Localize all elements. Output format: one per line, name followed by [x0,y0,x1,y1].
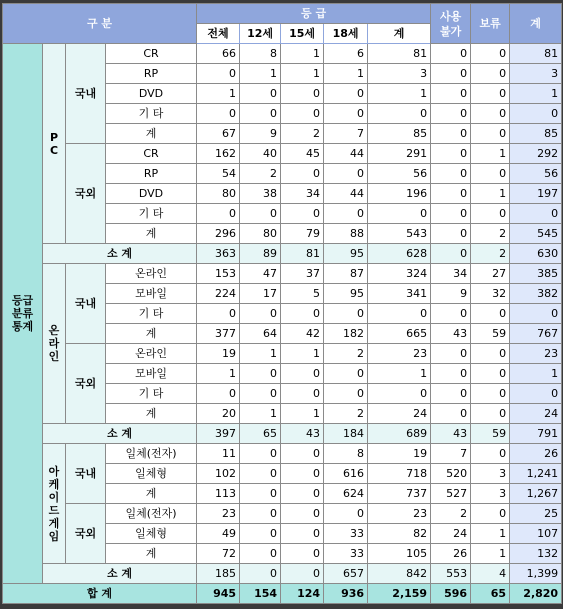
cell-value: 0 [324,384,368,404]
row-label: CR [106,144,197,164]
cell-value: 33 [324,544,368,564]
cell-value: 0 [240,544,281,564]
grand-total-value: 65 [471,584,510,604]
cell-value: 0 [240,364,281,384]
group-label: 국외 [66,344,106,424]
cell-value: 0 [431,104,471,124]
cell-value: 0 [281,484,324,504]
subtotal-value: 4 [471,564,510,584]
cell-value: 6 [324,44,368,64]
cell-value: 27 [471,264,510,284]
subtotal-value: 628 [368,244,431,264]
cell-value: 382 [510,284,562,304]
cell-value: 3 [510,64,562,84]
cell-value: 8 [324,444,368,464]
table-row [3,504,562,524]
cell-value: 42 [281,324,324,344]
cell-value: 2 [324,344,368,364]
cell-value: 0 [324,104,368,124]
row-label: CR [106,44,197,64]
cell-value: 0 [431,64,471,84]
cell-value: 0 [324,204,368,224]
cell-value: 67 [197,124,240,144]
cell-value: 0 [431,84,471,104]
cell-value: 102 [197,464,240,484]
row-label: 온라인 [106,264,197,284]
cell-value: 385 [510,264,562,284]
cell-value: 0 [431,344,471,364]
subtotal-value: 791 [510,424,562,444]
cell-value: 47 [240,264,281,284]
row-label: 기 타 [106,104,197,124]
cell-value: 0 [281,304,324,324]
table-row [3,444,562,464]
cell-value: 45 [281,144,324,164]
cell-value: 1 [197,84,240,104]
cell-value: 72 [197,544,240,564]
cell-value: 1 [240,344,281,364]
cell-value: 56 [368,164,431,184]
grand-total-value: 596 [431,584,471,604]
cell-value: 0 [510,384,562,404]
cell-value: 0 [431,364,471,384]
cell-value: 3 [471,484,510,504]
cell-value: 25 [510,504,562,524]
cell-value: 1,241 [510,464,562,484]
cell-value: 0 [281,104,324,124]
cell-value: 132 [510,544,562,564]
side-label: 등급 분류 통계 [3,44,43,584]
header-grade: 등 급 [197,4,431,24]
row-label: 계 [106,404,197,424]
subtotal-value: 185 [197,564,240,584]
cell-value: 0 [471,204,510,224]
subtotal-value: 397 [197,424,240,444]
cell-value: 7 [324,124,368,144]
cell-value: 0 [281,84,324,104]
cell-value: 0 [471,124,510,144]
row-label: 기 타 [106,204,197,224]
cell-value: 0 [471,84,510,104]
cell-value: 0 [197,304,240,324]
header-sub-15: 15세 [281,24,324,44]
cell-value: 0 [240,524,281,544]
cell-value: 24 [431,524,471,544]
cell-value: 0 [324,84,368,104]
grand-total-value: 124 [281,584,324,604]
subtotal-value: 2 [471,244,510,264]
subtotal-value: 657 [324,564,368,584]
header-hold: 보류 [471,4,510,44]
cell-value: 0 [240,104,281,124]
row-label: 계 [106,484,197,504]
cell-value: 0 [471,404,510,424]
subtotal-label: 소 계 [43,244,197,264]
row-label: 일체형 [106,524,197,544]
cell-value: 0 [431,164,471,184]
header-sub-18: 18세 [324,24,368,44]
cell-value: 0 [281,464,324,484]
cell-value: 162 [197,144,240,164]
cell-value: 9 [240,124,281,144]
cell-value: 153 [197,264,240,284]
group-label: 국외 [66,144,106,244]
cell-value: 1 [240,64,281,84]
row-label: 온라인 [106,344,197,364]
cell-value: 1 [510,84,562,104]
cell-value: 1 [471,184,510,204]
row-label: DVD [106,184,197,204]
cell-value: 0 [240,204,281,224]
cell-value: 1 [281,404,324,424]
table-row [3,344,562,364]
cell-value: 0 [281,204,324,224]
subtotal-label: 소 계 [43,564,197,584]
cell-value: 107 [510,524,562,544]
row-label: DVD [106,84,197,104]
cell-value: 527 [431,484,471,504]
cell-value: 0 [197,64,240,84]
cell-value: 0 [240,84,281,104]
grand-total-value: 2,159 [368,584,431,604]
row-label: 계 [106,544,197,564]
cell-value: 1 [324,64,368,84]
cell-value: 85 [510,124,562,144]
cell-value: 54 [197,164,240,184]
row-label: 계 [106,224,197,244]
cell-value: 0 [431,404,471,424]
cell-value: 341 [368,284,431,304]
cell-value: 81 [510,44,562,64]
cell-value: 24 [368,404,431,424]
header-unusable: 사용 불가 [431,4,471,44]
cell-value: 197 [510,184,562,204]
cell-value: 1 [471,524,510,544]
cell-value: 1 [510,364,562,384]
header-sub-sum: 계 [368,24,431,44]
cell-value: 20 [197,404,240,424]
cell-value: 80 [240,224,281,244]
row-label: RP [106,164,197,184]
subtotal-value: 89 [240,244,281,264]
subtotal-value: 0 [431,244,471,264]
cell-value: 0 [431,204,471,224]
cell-value: 66 [197,44,240,64]
cell-value: 0 [431,184,471,204]
cell-value: 81 [368,44,431,64]
cell-value: 79 [281,224,324,244]
cell-value: 0 [281,444,324,464]
cell-value: 0 [197,384,240,404]
cell-value: 2 [471,224,510,244]
cell-value: 23 [510,344,562,364]
cell-value: 224 [197,284,240,304]
cell-value: 0 [431,44,471,64]
cell-value: 0 [240,304,281,324]
cell-value: 0 [471,64,510,84]
row-label: 기 타 [106,304,197,324]
cell-value: 80 [197,184,240,204]
subtotal-value: 81 [281,244,324,264]
cell-value: 32 [471,284,510,304]
grand-total-row [3,584,562,604]
cell-value: 23 [197,504,240,524]
cell-value: 17 [240,284,281,304]
cell-value: 0 [471,364,510,384]
cell-value: 0 [471,44,510,64]
row-label: 일체형 [106,464,197,484]
cell-value: 2 [281,124,324,144]
cell-value: 0 [431,124,471,144]
cell-value: 1 [471,144,510,164]
header-sub-12: 12세 [240,24,281,44]
cell-value: 665 [368,324,431,344]
row-label: RP [106,64,197,84]
subtotal-value: 65 [240,424,281,444]
row-label: 모바일 [106,284,197,304]
cell-value: 0 [431,224,471,244]
cell-value: 0 [471,164,510,184]
header-total: 계 [510,4,562,44]
grand-total-label: 합 계 [3,584,197,604]
cell-value: 88 [324,224,368,244]
table-row [3,264,562,284]
subtotal-value: 59 [471,424,510,444]
cell-value: 0 [324,304,368,324]
cell-value: 8 [240,44,281,64]
cell-value: 196 [368,184,431,204]
subtotal-row [3,564,562,584]
cell-value: 0 [281,164,324,184]
cell-value: 0 [368,384,431,404]
row-label: 기 타 [106,384,197,404]
grand-total-value: 945 [197,584,240,604]
cell-value: 0 [240,384,281,404]
cell-value: 49 [197,524,240,544]
cell-value: 2 [431,504,471,524]
subtotal-value: 184 [324,424,368,444]
cell-value: 0 [471,344,510,364]
subtotal-value: 1,399 [510,564,562,584]
cell-value: 1 [368,364,431,384]
cell-value: 59 [471,324,510,344]
table-row [3,144,562,164]
cell-value: 95 [324,284,368,304]
cell-value: 5 [281,284,324,304]
cell-value: 44 [324,144,368,164]
cell-value: 292 [510,144,562,164]
cell-value: 2 [240,164,281,184]
cell-value: 0 [510,304,562,324]
subtotal-value: 363 [197,244,240,264]
header-category: 구 분 [3,4,197,44]
cell-value: 0 [368,104,431,124]
row-label: 모바일 [106,364,197,384]
grand-total-value: 936 [324,584,368,604]
subtotal-value: 842 [368,564,431,584]
cell-value: 23 [368,344,431,364]
group-label: 국내 [66,44,106,144]
cell-value: 24 [510,404,562,424]
cell-value: 1 [281,64,324,84]
table-row [3,44,562,64]
section-label-online: 온 라 인 [43,264,66,424]
cell-value: 33 [324,524,368,544]
cell-value: 0 [281,504,324,524]
row-label: 계 [106,124,197,144]
cell-value: 0 [471,104,510,124]
cell-value: 7 [431,444,471,464]
cell-value: 1 [368,84,431,104]
cell-value: 324 [368,264,431,284]
cell-value: 296 [197,224,240,244]
cell-value: 113 [197,484,240,504]
subtotal-value: 43 [281,424,324,444]
cell-value: 0 [431,384,471,404]
cell-value: 38 [240,184,281,204]
cell-value: 0 [240,464,281,484]
cell-value: 1 [240,404,281,424]
cell-value: 0 [368,204,431,224]
cell-value: 87 [324,264,368,284]
cell-value: 0 [471,304,510,324]
cell-value: 291 [368,144,431,164]
subtotal-value: 0 [281,564,324,584]
section-label-arcade: 아 케 이 드 게 임 [43,444,66,564]
group-label: 국외 [66,504,106,564]
cell-value: 0 [197,104,240,124]
subtotal-value: 689 [368,424,431,444]
subtotal-value: 630 [510,244,562,264]
subtotal-row [3,244,562,264]
cell-value: 23 [368,504,431,524]
group-label: 국내 [66,264,106,344]
cell-value: 2 [324,404,368,424]
cell-value: 1 [281,344,324,364]
cell-value: 0 [324,504,368,524]
cell-value: 105 [368,544,431,564]
cell-value: 0 [431,144,471,164]
cell-value: 616 [324,464,368,484]
cell-value: 0 [431,304,471,324]
cell-value: 40 [240,144,281,164]
cell-value: 43 [431,324,471,344]
cell-value: 0 [281,544,324,564]
cell-value: 34 [281,184,324,204]
cell-value: 3 [368,64,431,84]
row-label: 계 [106,324,197,344]
cell-value: 0 [324,164,368,184]
cell-value: 0 [240,484,281,504]
group-label: 국내 [66,444,106,504]
subtotal-label: 소 계 [43,424,197,444]
row-label: 일체(전자) [106,504,197,524]
cell-value: 26 [510,444,562,464]
cell-value: 1 [471,544,510,564]
cell-value: 19 [368,444,431,464]
cell-value: 0 [281,524,324,544]
cell-value: 0 [471,384,510,404]
cell-value: 85 [368,124,431,144]
cell-value: 11 [197,444,240,464]
cell-value: 182 [324,324,368,344]
cell-value: 82 [368,524,431,544]
grand-total-value: 154 [240,584,281,604]
cell-value: 543 [368,224,431,244]
cell-value: 520 [431,464,471,484]
cell-value: 37 [281,264,324,284]
rating-statistics-table [2,3,562,604]
cell-value: 0 [510,204,562,224]
cell-value: 34 [431,264,471,284]
cell-value: 545 [510,224,562,244]
cell-value: 767 [510,324,562,344]
cell-value: 26 [431,544,471,564]
cell-value: 624 [324,484,368,504]
cell-value: 737 [368,484,431,504]
subtotal-value: 553 [431,564,471,584]
cell-value: 377 [197,324,240,344]
cell-value: 0 [197,204,240,224]
cell-value: 1,267 [510,484,562,504]
cell-value: 64 [240,324,281,344]
cell-value: 9 [431,284,471,304]
cell-value: 0 [368,304,431,324]
row-label: 일체(전자) [106,444,197,464]
cell-value: 0 [510,104,562,124]
subtotal-value: 0 [240,564,281,584]
cell-value: 0 [471,504,510,524]
cell-value: 19 [197,344,240,364]
cell-value: 44 [324,184,368,204]
cell-value: 0 [240,504,281,524]
cell-value: 0 [240,444,281,464]
subtotal-value: 43 [431,424,471,444]
cell-value: 3 [471,464,510,484]
grand-total-value: 2,820 [510,584,562,604]
cell-value: 0 [324,364,368,384]
cell-value: 0 [281,384,324,404]
subtotal-row [3,424,562,444]
cell-value: 1 [197,364,240,384]
cell-value: 718 [368,464,431,484]
section-label-pc: P C [43,44,66,244]
cell-value: 0 [281,364,324,384]
header-sub-all: 전체 [197,24,240,44]
cell-value: 56 [510,164,562,184]
cell-value: 0 [471,444,510,464]
cell-value: 1 [281,44,324,64]
subtotal-value: 95 [324,244,368,264]
